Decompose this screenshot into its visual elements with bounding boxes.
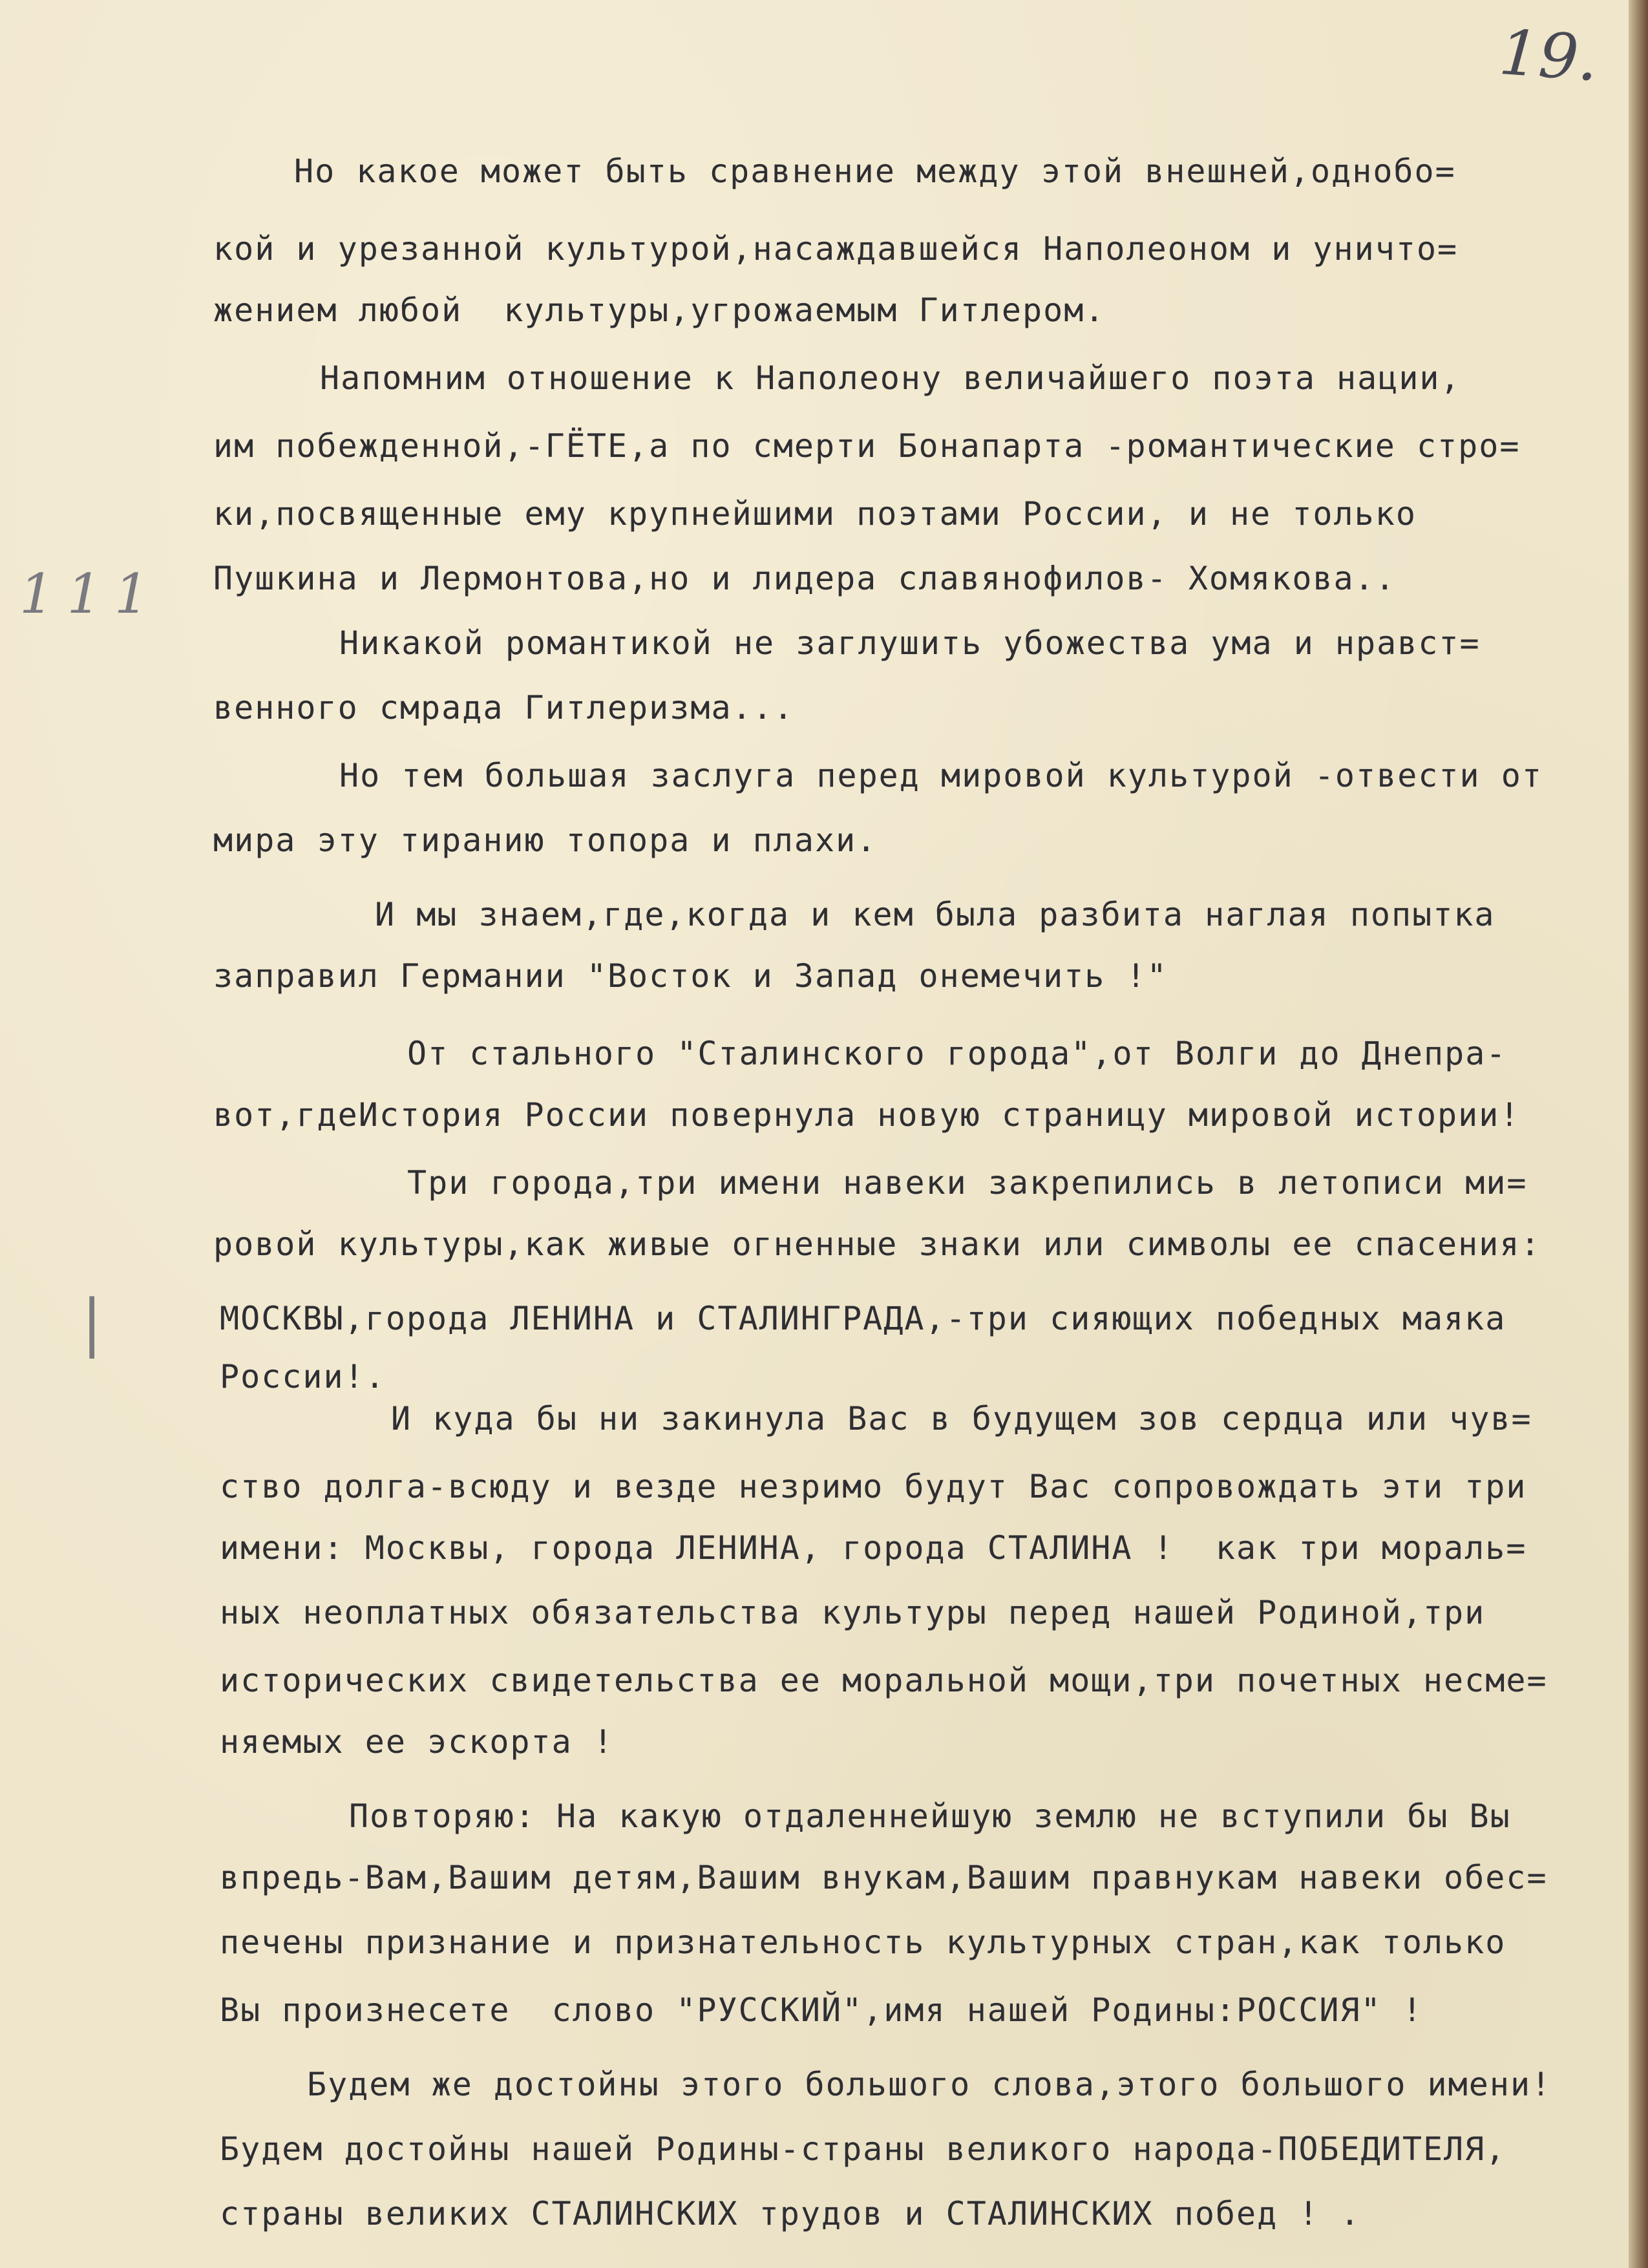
text-line: ство долга-всюду и везде незримо будут Вас сопровождать эти три [220,1468,1527,1505]
text-line: Три города,три имени навеки закрепились в летописи ми= [407,1164,1528,1202]
margin-mark: | [81,1286,103,1359]
text-line: мира эту тиранию топора и плахи. [213,821,878,859]
text-line: исторических свидетельства ее моральной мощи,три почетных несме= [220,1662,1548,1699]
text-line: печены признание и признательность культурных стран,как только [220,1924,1506,1961]
text-line: няемых ее эскорта ! [220,1723,614,1761]
text-line: ки,посвященные ему крупнейшими поэтами России, и не только [213,495,1417,533]
text-line: заправил Германии "Восток и Запад онемечить !" [213,957,1168,995]
text-line: Никакой романтикой не заглушить убожества ума и нравст= [339,624,1481,662]
text-line: имени: Москвы, города ЛЕНИНА, города СТАЛИНА ! как три мораль= [220,1529,1527,1567]
text-line: Будем достойны нашей Родины-страны великого народа-ПОБЕДИТЕЛЯ, [220,2130,1506,2168]
text-line: кой и урезанной культурой,насаждавшейся Наполеоном и уничто= [213,230,1459,268]
text-line: впредь-Вам,Вашим детям,Вашим внукам,Вашим правнукам навеки обес= [220,1859,1548,1896]
text-line: вот,гдеИстория России повернула новую страницу мировой истории! [213,1096,1521,1134]
text-line: им побежденной,-ГЁТЕ,а по смерти Бонапарта -романтические стро= [213,427,1521,465]
margin-mark: 111 [19,562,162,626]
text-line: От стального "Сталинского города",от Волги до Днепра- [407,1035,1507,1072]
page-edge [1629,0,1648,2268]
text-line: Но тем большая заслуга перед мировой культурой -отвести от [339,757,1543,794]
text-line: Вы произнесете слово "РУССКИЙ",имя нашей Родины:РОССИЯ" ! [220,1991,1423,2029]
text-line: И куда бы ни закинула Вас в будущем зов сердца или чув= [391,1400,1532,1437]
text-line: Но какое может быть сравнение между этой внешней,однобо= [294,153,1456,190]
text-line: МОСКВЫ,города ЛЕНИНА и СТАЛИНГРАДА,-три сияющих победных маяка [220,1300,1506,1337]
text-line: России!. [220,1358,386,1395]
text-line: жением любой культуры,угрожаемым Гитлером. [213,291,1106,329]
text-line: ровой культуры,как живые огненные знаки или символы ее спасения: [213,1225,1541,1263]
text-line: Повторяю: На какую отдаленнейшую землю не вступили бы Вы [349,1797,1511,1835]
text-line: венного смрада Гитлеризма... [213,689,794,726]
page-number: 19. [1497,16,1601,96]
text-line: ных неоплатных обязательства культуры перед нашей Родиной,три [220,1594,1486,1631]
text-line: Напомним отношение к Наполеону величайшего поэта нации, [320,359,1461,397]
text-line: И мы знаем,где,когда и кем была разбита наглая попытка [375,896,1495,933]
text-line: Будем же достойны этого большого слова,этого большого имени! [307,2066,1552,2103]
text-line: страны великих СТАЛИНСКИХ трудов и СТАЛИНСКИХ побед ! . [220,2195,1361,2232]
text-line: Пушкина и Лермонтова,но и лидера славянофилов- Хомякова.. [213,560,1396,597]
